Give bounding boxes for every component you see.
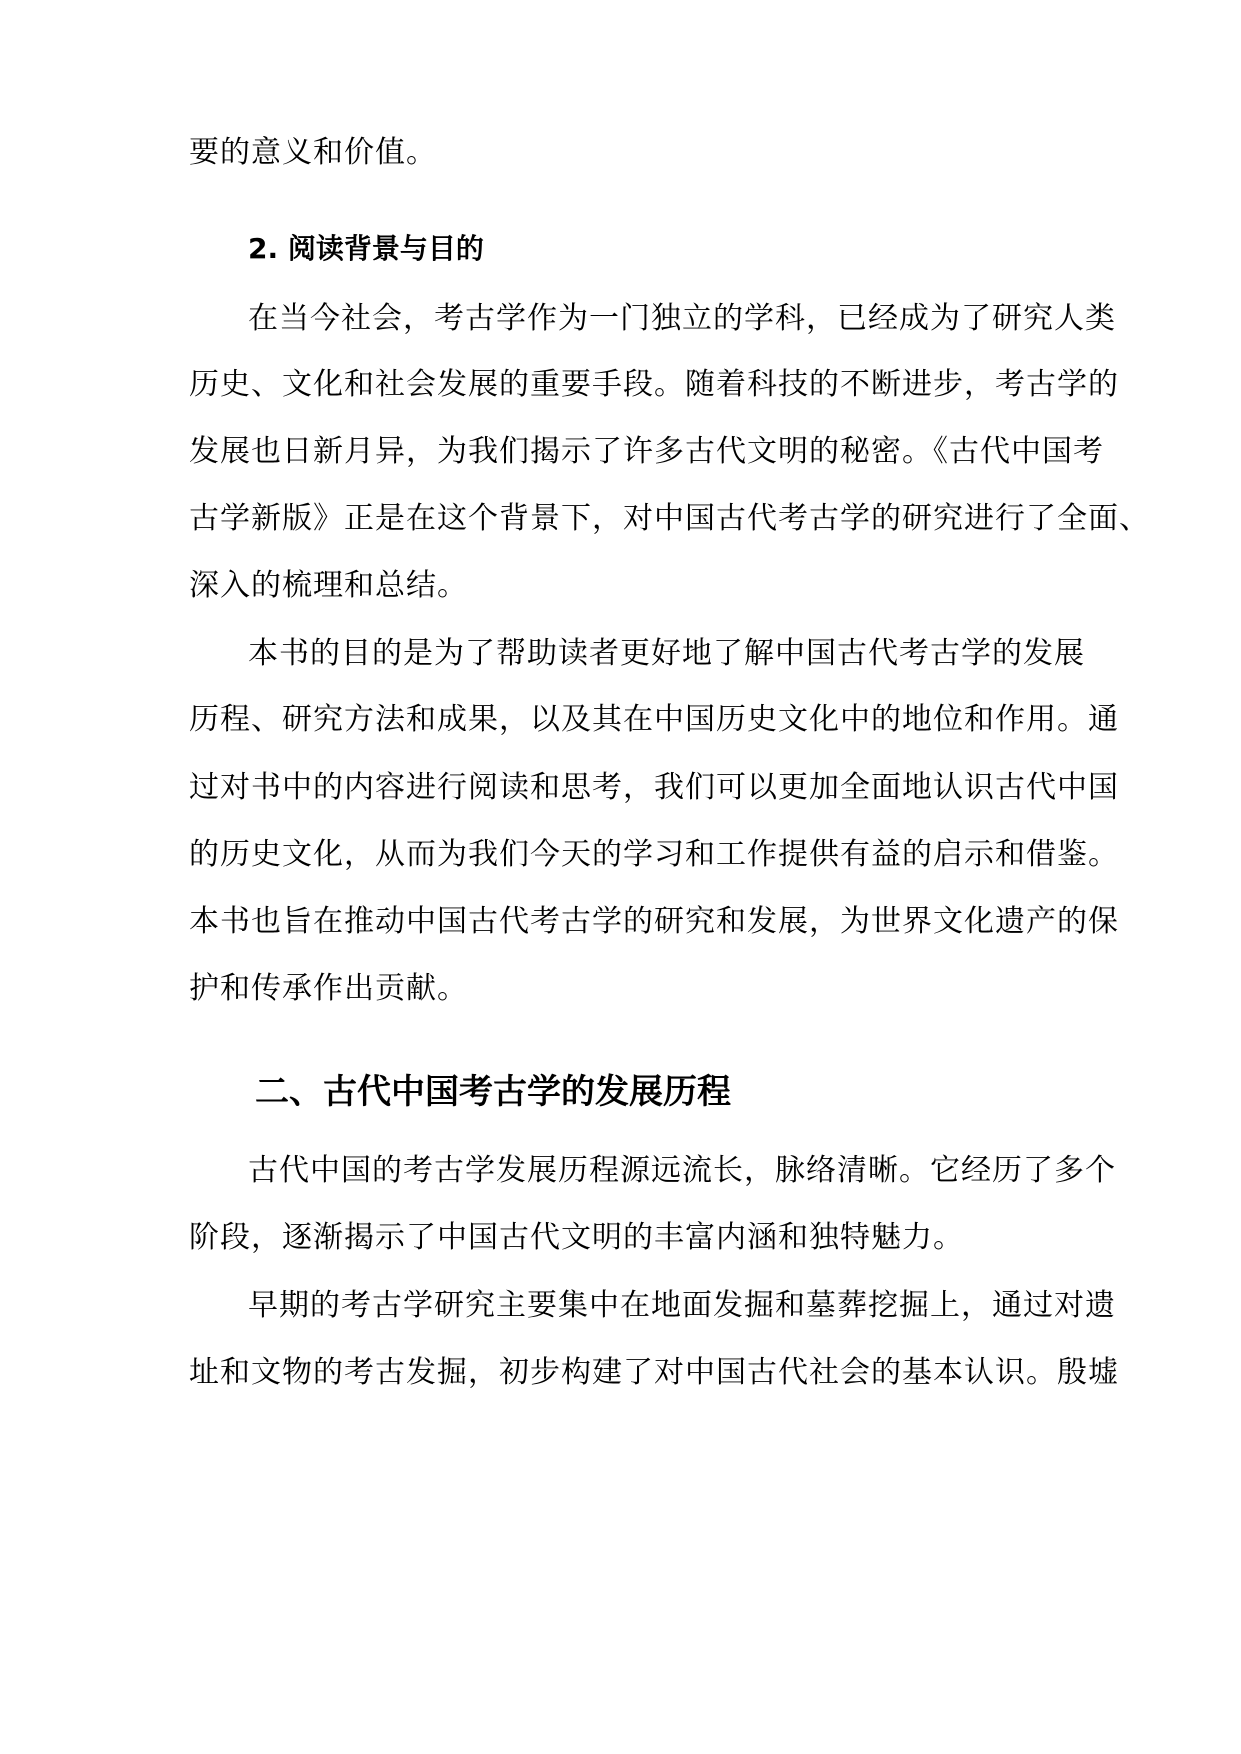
paragraph-2-line-2: 历程、研究方法和成果，以及其在中国历史文化中的地位和作用。通: [189, 702, 1119, 737]
paragraph-2-line-5: 本书也旨在推动中国古代考古学的研究和发展，为世界文化遗产的保: [189, 904, 1119, 939]
paragraph-3-line-2: 阶段，逐渐揭示了中国古代文明的丰富内涵和独特魅力。: [189, 1220, 964, 1255]
paragraph-3-line-1: 古代中国的考古学发展历程源远流长，脉络清晰。它经历了多个: [248, 1153, 1116, 1188]
paragraph-1-line-5: 深入的梳理和总结。: [189, 568, 468, 603]
paragraph-1-line-3: 发展也日新月异，为我们揭示了许多古代文明的秘密。《古代中国考: [189, 434, 1104, 469]
paragraph-2-line-4: 的历史文化，从而为我们今天的学习和工作提供有益的启示和借鉴。: [189, 837, 1119, 872]
paragraph-2-line-6: 护和传承作出贡献。: [189, 971, 468, 1006]
paragraph-1-line-2: 历史、文化和社会发展的重要手段。随着科技的不断进步，考古学的: [189, 367, 1119, 402]
fragment-line: 要的意义和价值。: [189, 135, 437, 170]
paragraph-1-line-1: 在当今社会，考古学作为一门独立的学科，已经成为了研究人类: [248, 301, 1116, 336]
paragraph-4-line-2: 址和文物的考古发掘，初步构建了对中国古代社会的基本认识。殷墟: [189, 1355, 1119, 1390]
paragraph-1-line-4: 古学新版》正是在这个背景下，对中国古代考古学的研究进行了全面、: [189, 501, 1150, 536]
paragraph-4-line-1: 早期的考古学研究主要集中在地面发掘和墓葬挖掘上，通过对遗: [248, 1288, 1116, 1323]
section-heading: 二、古代中国考古学的发展历程: [255, 1072, 731, 1112]
paragraph-2-line-1: 本书的目的是为了帮助读者更好地了解中国古代考古学的发展: [248, 636, 1085, 671]
paragraph-2-line-3: 过对书中的内容进行阅读和思考，我们可以更加全面地认识古代中国: [189, 770, 1119, 805]
subsection-heading: 2. 阅读背景与目的: [248, 232, 484, 265]
